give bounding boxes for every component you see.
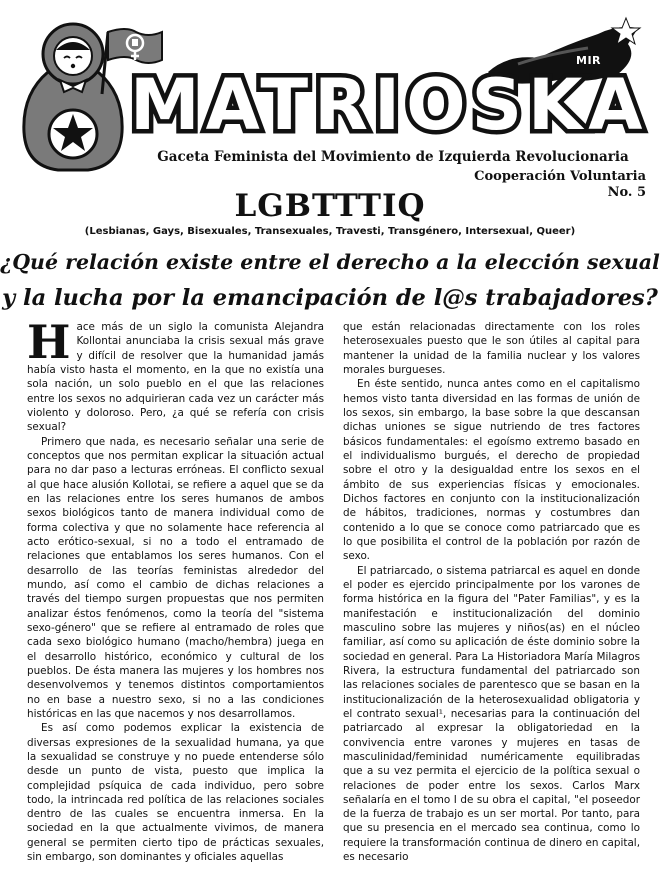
headline-line-1: ¿Qué relación existe entre el derecho a la elección sexual [0, 250, 660, 274]
article-column-right [343, 320, 640, 864]
article-paragraph: Hace más de un siglo la comunista Alejandra Kollontai anunciaba la crisis sexual más grave y difícil de resolver que la humanidad jamás había visto hasta el momento, en la que no existía una sola nación, un solo pueblo en el que las relaciones entre los sexos no adquirieran cada vez un carácter más violento y doloroso. Pero, ¿a qué se refería con crisis sexual? [27, 315, 324, 434]
article-paragraph: El patriarcado, o sistema patriarcal es aquel en donde el poder es ejercido principalmente por los varones de forma histórica en la figura del "Pater Familias", y es la manifestación e institucionalización del dominio masculino sobre las mujeres y niños(as) en el núcleo familiar, así como su aplicación de éste dominio sobre la sociedad en general. Para La Historiadora María Milagros Rivera, la estructura fundamental del patriarcado son las relaciones sociales de parentesco que se basan en la institucionalización de la heterosexualidad obligatoria y el contrato sexual¹, necesarias para la continuación del patriarcado al expresar la obligatoriedad en la convivencia entre varones y mujeres en tasas de masculinidad/feminidad numéricamente equilibradas que a su vez permita el ejercicio de la política sexual o relaciones de poder entre los sexos. Carlos Marx señalaría en el tomo I de su obra el capital, "el poseedor de la fuerza de trabajo es un ser mortal. Por tanto, para que su presencia en el mercado sea continua, como lo requiere la transformación continua de dinero en capital, es necesario [343, 564, 640, 864]
masthead-subtitle: Gaceta Feminista del Movimiento de Izquierda Revolucionaria [157, 149, 629, 165]
headline-line-2: y la lucha por la emancipación de l@s trabajadores? [2, 285, 658, 311]
article-column-left [27, 315, 324, 864]
article-paragraph: Primero que nada, es necesario señalar una serie de conceptos que nos permitan explicar la situación actual para no dar paso a lecturas erróneas. El conflicto sexual al que hace alusión Kollotai, se refiere a aquel que se da en las relaciones entre los seres humanos de ambos sexos biológicos tanto de manera individual como de forma colectiva y que no solamente hace referencia al acto erótico-sexual, si no a todo el entramado de relaciones que entablamos los seres humanos. Con el desarrollo de las teorías feministas alrededor del mundo, así como el cambio de dichas relaciones a través del tiempo surgen propuestas que nos permiten analizar éstos fenómenos, como la teoría del "sistema sexo-género" que se refiere al entramado de roles que cada sexo biológico humano (macho/hembra) juega en el desarrollo histórico, económico y cultural de los pueblos. De ésta manera las mujeres y los hombres nos desenvolvemos y tenemos distintos comportamientos no en base a nuestro sexo, si no a las condiciones históricas en las que nacemos y nos desarrollamos. [27, 435, 324, 720]
article-paragraph: En éste sentido, nunca antes como en el capitalismo hemos visto tanta diversidad en las formas de unión de los sexos, sin embargo, la base sobre la que descansan dichas uniones se sigue nutriendo de tres factores básicos fundamentales: el egoísmo extremo basado en el individualismo burgués, el derecho de propiedad sobre el otro y la desigualdad entre los sexos en el ámbito de sus experiencias físicas y emocionales. Dichos factores en conjunto con la institucionalización de hábitos, tradiciones, normas y costumbres dan contenido a lo que se conoce como patriarcado que es lo que posibilita el control de la población por razón de sexo. [343, 378, 640, 563]
cooperation-label: Cooperación Voluntaria [474, 169, 646, 184]
drop-cap: H [27, 315, 71, 369]
article-paragraph: Es así como podemos explicar la existencia de diversas expresiones de la sexualidad humana, ya que la sexualidad se construye y no puede entenderse sólo desde un punto de vista, puesto que implica la complejidad psíquica de cada individuo, pero sobre todo, la intrincada red política de las relaciones sociales dentro de las cuales se encuentra inmersa. En la sociedad en la que actualmente vivimos, de manera general se permiten cierto tipo de prácticas sexuales, sin embargo, son dominantes y oficiales aquellas [27, 722, 324, 864]
mir-label: MIR [576, 54, 602, 67]
masthead-title: MATRIOSKA [130, 64, 649, 146]
masthead [0, 0, 660, 200]
issue-number: No. 5 [607, 185, 646, 200]
section-expansion: (Lesbianas, Gays, Bisexuales, Transexuales, Travesti, Transgénero, Intersexual, Queer) [84, 226, 576, 237]
section-title: LGBTTTIQ [234, 188, 426, 224]
article-paragraph: que están relacionadas directamente con los roles heterosexuales puesto que le son útiles al capital para mantener la unidad de la familia nuclear y los valores morales burgueses. [343, 321, 640, 376]
